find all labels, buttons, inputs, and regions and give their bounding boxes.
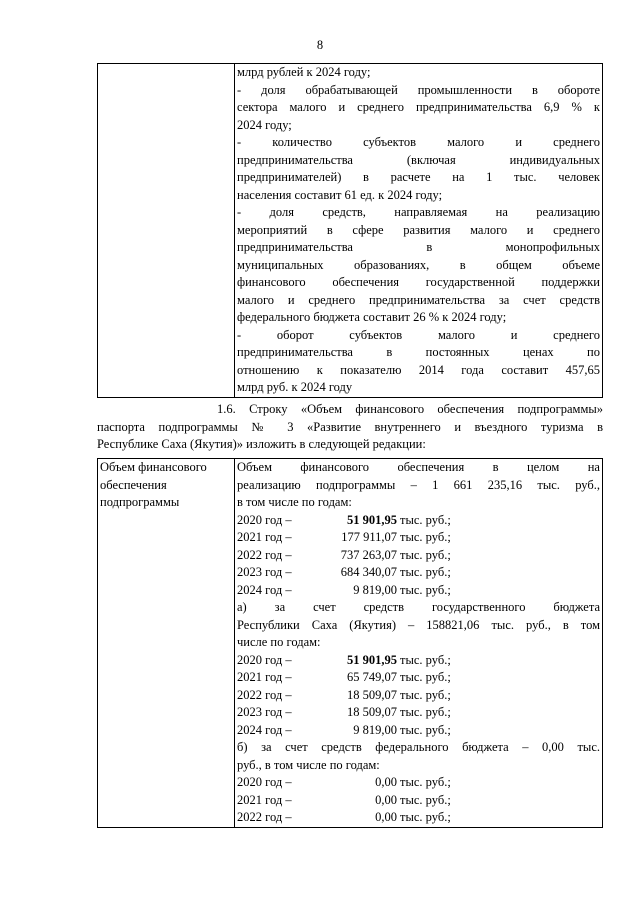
year-label: 2024 год –	[237, 722, 292, 737]
year-amount-row	[237, 704, 600, 722]
amount-value: 177 911,07	[341, 530, 397, 544]
amount-unit: тыс. руб.;	[400, 722, 451, 737]
amount-unit: тыс. руб.;	[400, 652, 451, 667]
amount-unit: тыс. руб.;	[400, 792, 451, 807]
text-line: - доля средств, направляемая на реализацию	[237, 205, 600, 219]
amount-value: 9 819,00	[353, 582, 397, 597]
amount-unit: тыс. руб.;	[400, 705, 451, 719]
year-label: 2023 год –	[237, 705, 292, 719]
year-amount-row	[237, 669, 600, 687]
text-line: - доля обрабатывающей промышленности в обороте	[237, 82, 600, 97]
year-label: 2021 год –	[237, 792, 292, 807]
table-row	[98, 64, 603, 398]
paragraph-line: 1.6. Строку «Объем финансового обеспечения подпрограммы»	[97, 402, 603, 416]
amount-unit: тыс. руб.;	[400, 547, 451, 562]
text-line: руб., в том числе по годам:	[237, 757, 380, 772]
amount-unit: тыс. руб.;	[400, 775, 451, 789]
year-amount-row	[237, 687, 600, 705]
amount-value: 0,00	[375, 792, 397, 807]
amount-unit: тыс. руб.;	[400, 582, 451, 597]
text-line: финансового обеспечения государственной поддержки	[237, 275, 600, 289]
amount-value: 18 509,07	[347, 687, 397, 702]
text-line: сектора малого и среднего предпринимательства 6,9 % к	[237, 100, 600, 114]
text-line: муниципальных образованиях, в общем объеме	[237, 257, 600, 272]
year-label: 2020 год –	[237, 652, 292, 667]
text-line: б) за счет средств федерального бюджета – 0,00 тыс.	[237, 740, 600, 754]
amount-value: 18 509,07	[347, 705, 397, 719]
amount-value: 51 901,95	[347, 652, 397, 667]
indicators-table	[97, 63, 603, 398]
text-line: - количество субъектов малого и среднего	[237, 135, 600, 149]
year-amount-row	[237, 582, 600, 600]
text-line: млрд руб. к 2024 году	[237, 380, 353, 394]
text-line: в том числе по годам:	[237, 495, 352, 509]
year-label: 2024 год –	[237, 582, 292, 597]
text-line: Объем финансового обеспечения в целом на	[237, 460, 600, 474]
year-label: 2022 год –	[237, 810, 292, 824]
financing-label-cell	[98, 459, 235, 828]
amount-value: 0,00	[375, 775, 397, 789]
text-line: реализацию подпрограммы – 1 661 235,16 тыс. руб.,	[237, 477, 600, 492]
year-amount-row	[237, 652, 600, 670]
year-label: 2021 год –	[237, 530, 292, 544]
year-label: 2023 год –	[237, 565, 292, 579]
amount-value: 684 340,07	[340, 565, 397, 579]
text-line: отношению к показателю 2014 года составит 457,65	[237, 362, 600, 377]
year-amount-row	[237, 809, 600, 827]
amount-value: 65 749,07	[347, 670, 397, 684]
amount-unit: тыс. руб.;	[400, 565, 451, 579]
table-row	[98, 459, 603, 828]
amount-unit: тыс. руб.;	[400, 530, 451, 544]
text-line: числе по годам:	[237, 635, 321, 649]
year-label: 2020 год –	[237, 512, 292, 527]
year-amount-row	[237, 547, 600, 565]
amount-value: 51 901,95	[347, 512, 397, 527]
amendment-paragraph	[97, 401, 603, 454]
year-amount-row	[237, 722, 600, 740]
amount-value: 9 819,00	[353, 722, 397, 737]
paragraph-line: паспорта подпрограммы № 3 «Развитие внутреннего и въездного туризма в	[97, 419, 603, 434]
label-line: Объем финансового	[100, 460, 207, 474]
label-line: подпрограммы	[100, 495, 180, 509]
amount-unit: тыс. руб.;	[400, 687, 451, 702]
year-label: 2021 год –	[237, 670, 292, 684]
year-amount-row	[237, 774, 600, 792]
amount-unit: тыс. руб.;	[400, 670, 451, 684]
text-line: предпринимательства в постоянных ценах по	[237, 345, 600, 359]
text-line: а) за счет средств государственного бюджета	[237, 600, 600, 614]
text-line: Республики Саха (Якутия) – 158821,06 тыс. руб., в том	[237, 617, 600, 632]
text-line: млрд рублей к 2024 году;	[237, 65, 371, 79]
text-line: федерального бюджета составит 26 % к 2024 году;	[237, 310, 507, 324]
year-label: 2020 год –	[237, 775, 292, 789]
text-line: 2024 году;	[237, 117, 292, 132]
text-line: населения составит 61 ед. к 2024 году;	[237, 187, 443, 202]
text-line: малого и среднего предпринимательства за счет средств	[237, 292, 600, 307]
paragraph-line: Республике Саха (Якутия)» изложить в следующей редакции:	[97, 437, 426, 451]
label-line: обеспечения	[100, 477, 167, 492]
year-amount-row	[237, 512, 600, 530]
year-label: 2022 год –	[237, 547, 292, 562]
text-line: предпринимателей) в расчете на 1 тыс. человек	[237, 170, 600, 184]
text-line: - оборот субъектов малого и среднего	[237, 327, 600, 342]
year-amount-row	[237, 792, 600, 810]
indicators-cell	[235, 64, 603, 398]
financing-table	[97, 458, 603, 828]
year-amount-row	[237, 564, 600, 582]
amount-unit: тыс. руб.;	[400, 512, 451, 527]
year-label: 2022 год –	[237, 687, 292, 702]
amount-unit: тыс. руб.;	[400, 810, 451, 824]
text-line: предпринимательства в монопрофильных	[237, 240, 600, 254]
amount-value: 737 263,07	[340, 547, 397, 562]
financing-content-cell	[235, 459, 603, 828]
page-number: 8	[316, 38, 324, 52]
empty-label-cell	[98, 64, 235, 398]
text-line: предпринимательства (включая индивидуальных	[237, 152, 600, 167]
amount-value: 0,00	[375, 810, 397, 824]
text-line: мероприятий в сфере развития малого и среднего	[237, 222, 600, 237]
year-amount-row	[237, 529, 600, 547]
